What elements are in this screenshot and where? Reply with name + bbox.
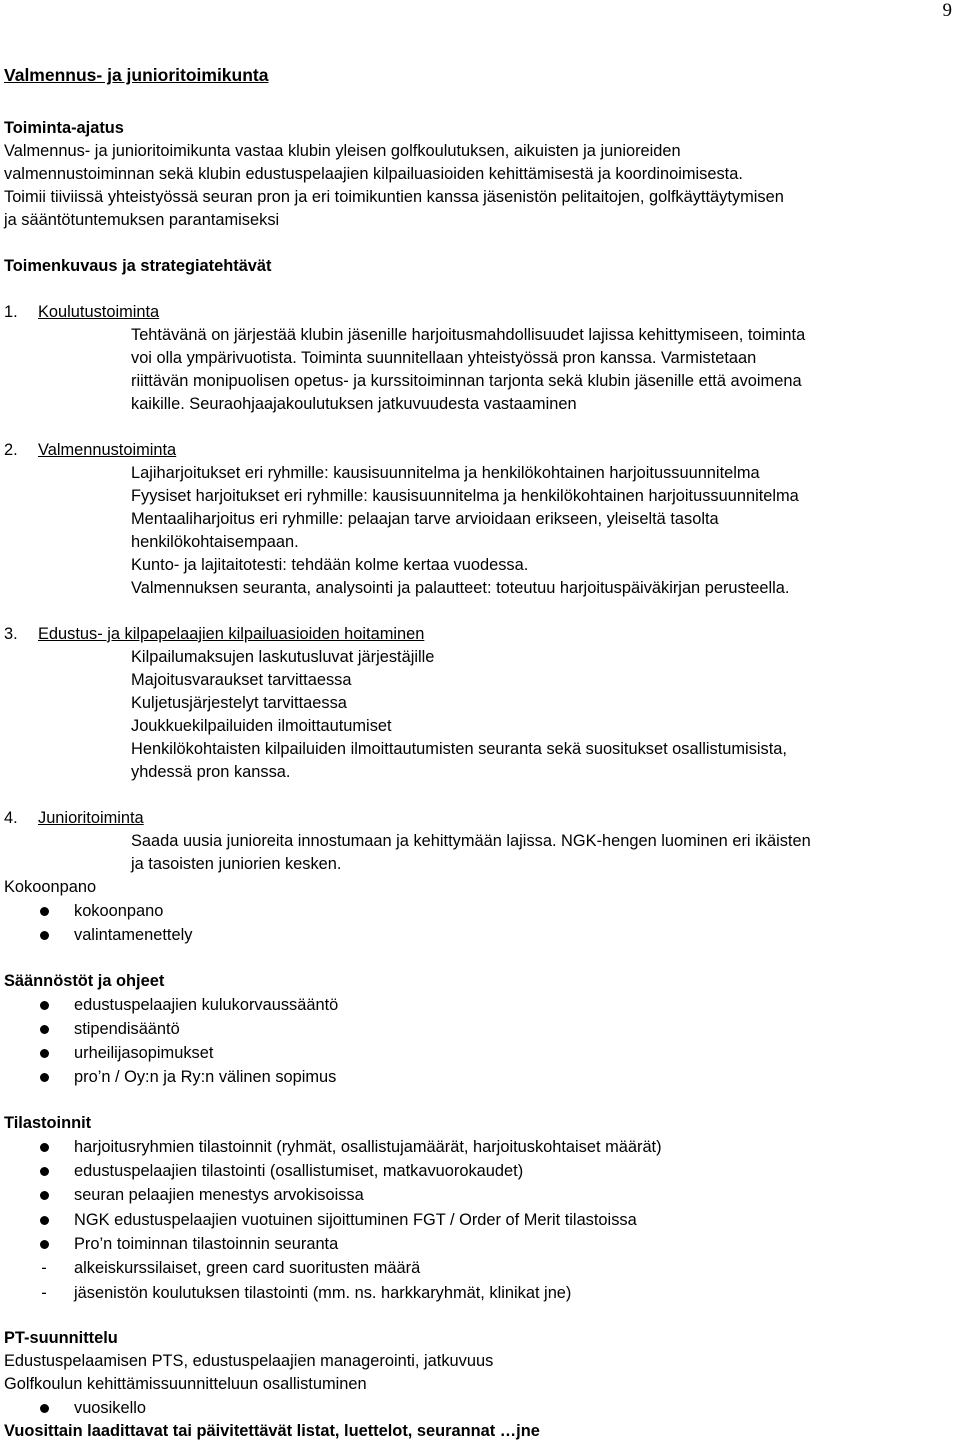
saannostot-heading: Säännöstöt ja ohjeet — [4, 971, 165, 990]
pt-line: Golfkoulun kehittämissuunnitteluun osallistuminen — [4, 1374, 367, 1393]
item-title: Junioritoiminta — [38, 809, 144, 827]
item-line: Fyysiset harjoitukset eri ryhmille: kausisuunnitelma ja henkilökohtainen harjoitussuunnitelma — [131, 487, 799, 505]
list-item: urheilijasopimukset — [4, 1041, 956, 1065]
page-number: 9 — [942, 0, 952, 21]
toiminta-line: valmennustoiminnan sekä klubin edustuspelaajien kilpailuasioiden kehittämisestä ja koordinoimisesta. — [4, 165, 743, 183]
item-line: Saada uusia junioreita innostumaan ja kehittymään lajissa. NGK-hengen luominen eri ikäisten — [131, 832, 811, 850]
item-number: 3. — [4, 625, 18, 643]
bullet-icon — [40, 907, 49, 916]
task-item-koulutus — [4, 301, 956, 416]
item-line: Kunto- ja lajitaitotesti: tehdään kolme kertaa vuodessa. — [131, 556, 529, 574]
toimenkuvaus-heading: Toimenkuvaus ja strategiatehtävät — [4, 257, 272, 275]
list-item: Pro’n toiminnan tilastoinnin seuranta — [4, 1232, 956, 1256]
document-page — [4, 64, 956, 1443]
list-item: pro’n / Oy:n ja Ry:n välinen sopimus — [4, 1065, 956, 1089]
bullet-icon — [40, 931, 49, 940]
item-title: Edustus- ja kilpapelaajien kilpailuasioiden hoitaminen — [38, 625, 425, 643]
item-line: voi olla ympärivuotista. Toiminta suunnitellaan yhteistyössä pron kanssa. Varmistetaan — [131, 349, 757, 367]
kokoonpano-list — [4, 899, 956, 948]
item-line: Tehtävänä on järjestää klubin jäsenille harjoitusmahdollisuudet lajissa kehittymiseen, toiminta — [131, 326, 806, 344]
kokoonpano-heading: Kokoonpano — [4, 878, 97, 896]
item-line: riittävän monipuolisen opetus- ja kurssitoiminnan tarjonta sekä klubin jäsenille että avoimena — [131, 372, 802, 390]
list-item: valintamenettely — [4, 923, 956, 947]
bullet-icon — [40, 1404, 49, 1413]
list-item: edustuspelaajien kulukorvaussääntö — [4, 993, 956, 1017]
list-item-dash: - alkeiskurssilaiset, green card suoritusten määrä — [4, 1256, 956, 1280]
pt-heading: PT-suunnittelu — [4, 1328, 118, 1347]
bullet-icon — [40, 1216, 49, 1225]
bullet-icon — [40, 1240, 49, 1249]
item-line: Majoitusvaraukset tarvittaessa — [131, 671, 352, 689]
list-item: seuran pelaajien menestys arvokisoissa — [4, 1183, 956, 1207]
tilastoinnit-heading: Tilastoinnit — [4, 1113, 92, 1132]
dash-marker: - — [41, 1283, 47, 1302]
item-line: Henkilökohtaisten kilpailuiden ilmoittautumisten seuranta sekä suositukset osallistumisista, — [131, 740, 787, 758]
toiminta-heading: Toiminta-ajatus — [4, 119, 124, 137]
item-number: 2. — [4, 441, 18, 459]
item-line: kaikille. Seuraohjaajakoulutuksen jatkuvuudesta vastaaminen — [131, 395, 577, 413]
item-line: Joukkuekilpailuiden ilmoittautumiset — [131, 717, 392, 735]
bullet-icon — [40, 1073, 49, 1082]
bullet-icon — [40, 1143, 49, 1152]
task-item-valmennus — [4, 439, 956, 600]
item-line: Valmennuksen seuranta, analysointi ja palautteet: toteutuu harjoituspäiväkirjan perusteella. — [131, 579, 790, 597]
list-item: kokoonpano — [4, 899, 956, 923]
item-title: Valmennustoiminta — [38, 441, 177, 459]
page-title: Valmennus- ja junioritoimikunta — [4, 65, 269, 85]
pt-line: Edustuspelaamisen PTS, edustuspelaajien managerointi, jatkuvuus — [4, 1351, 494, 1370]
list-item: harjoitusryhmien tilastoinnit (ryhmät, osallistujamäärät, harjoituskohtaiset määrät) — [4, 1135, 956, 1159]
toiminta-line: Valmennus- ja junioritoimikunta vastaa klubin yleisen golfkoulutuksen, aikuisten ja junioreiden — [4, 142, 681, 160]
task-item-junior — [4, 807, 956, 876]
pt-list — [4, 1396, 956, 1420]
list-item: vuosikello — [4, 1396, 956, 1420]
task-item-edustus — [4, 623, 956, 784]
dash-marker: - — [41, 1259, 47, 1278]
bullet-icon — [40, 1025, 49, 1034]
list-item: stipendisääntö — [4, 1017, 956, 1041]
bullet-icon — [40, 1001, 49, 1010]
final-heading: Vuosittain laadittavat tai päivitettävät listat, luettelot, seurannat …jne — [4, 1422, 540, 1441]
tilastoinnit-list — [4, 1135, 956, 1305]
item-number: 1. — [4, 303, 18, 321]
toiminta-line: ja sääntötuntemuksen parantamiseksi — [4, 211, 280, 229]
item-line: ja tasoisten juniorien kesken. — [131, 855, 342, 873]
list-item-dash: - jäsenistön koulutuksen tilastointi (mm. ns. harkkaryhmät, klinikat jne) — [4, 1281, 956, 1305]
bullet-icon — [40, 1167, 49, 1176]
item-title: Koulutustoiminta — [38, 303, 160, 321]
item-line: Kilpailumaksujen laskutusluvat järjestäjille — [131, 648, 435, 666]
item-line: henkilökohtaisempaan. — [131, 533, 299, 551]
saannostot-list — [4, 993, 956, 1090]
item-line: Lajiharjoitukset eri ryhmille: kausisuunnitelma ja henkilökohtainen harjoitussuunnitelma — [131, 464, 760, 482]
item-line: Mentaaliharjoitus eri ryhmille: pelaajan tarve arvioidaan erikseen, yleiseltä tasolta — [131, 510, 719, 528]
list-item: NGK edustuspelaajien vuotuinen sijoittuminen FGT / Order of Merit tilastoissa — [4, 1208, 956, 1232]
toiminta-line: Toimii tiiviissä yhteistyössä seuran pron ja eri toimikuntien kanssa jäsenistön pelitaitojen, golfkäyttäytymisen — [4, 188, 784, 206]
bullet-icon — [40, 1191, 49, 1200]
list-item: edustuspelaajien tilastointi (osallistumiset, matkavuorokaudet) — [4, 1159, 956, 1183]
item-line: yhdessä pron kanssa. — [131, 763, 291, 781]
bullet-icon — [40, 1049, 49, 1058]
item-number: 4. — [4, 809, 18, 827]
item-line: Kuljetusjärjestelyt tarvittaessa — [131, 694, 347, 712]
